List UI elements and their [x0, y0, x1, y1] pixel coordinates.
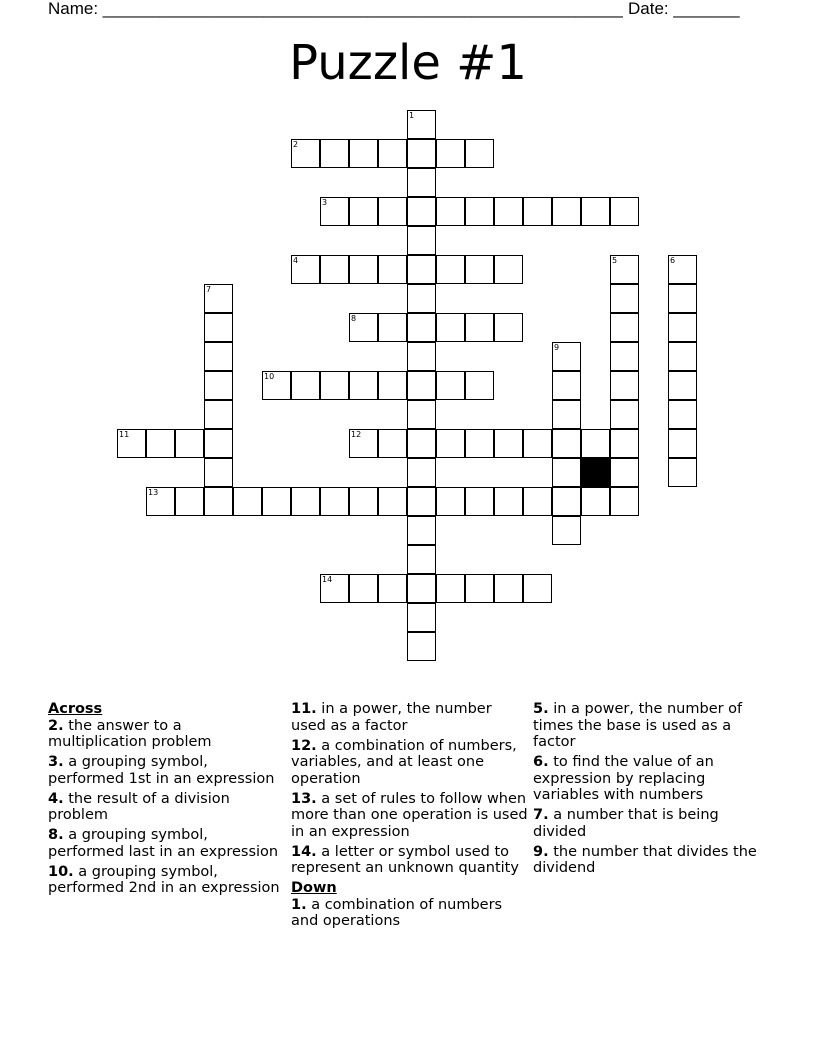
grid-cell[interactable]	[523, 197, 552, 226]
grid-cell[interactable]	[204, 371, 233, 400]
grid-cell[interactable]	[436, 139, 465, 168]
clue-text: a number that is being divided	[533, 807, 719, 840]
grid-cell[interactable]	[668, 255, 697, 284]
clue-down-5	[533, 701, 769, 751]
grid-cell[interactable]	[378, 371, 407, 400]
grid-cell[interactable]	[291, 139, 320, 168]
grid-cell[interactable]	[320, 487, 349, 516]
grid-cell[interactable]	[465, 313, 494, 342]
clue-number: 8.	[48, 827, 64, 843]
clue-number: 2.	[48, 717, 64, 734]
grid-cell[interactable]	[610, 400, 639, 429]
grid-cell[interactable]	[204, 429, 233, 458]
grid-cell[interactable]	[436, 255, 465, 284]
cell-number: 10	[264, 372, 275, 381]
grid-cell[interactable]	[204, 284, 233, 313]
grid-cell[interactable]	[552, 458, 581, 487]
grid-cell[interactable]	[552, 400, 581, 429]
grid-cell[interactable]	[523, 429, 552, 458]
grid-cell[interactable]	[494, 574, 523, 603]
grid-cell[interactable]	[204, 400, 233, 429]
clue-number: 3.	[48, 754, 64, 770]
grid-cell[interactable]	[668, 458, 697, 487]
clue-number: 6.	[533, 754, 549, 770]
grid-cell[interactable]	[465, 139, 494, 168]
grid-cell[interactable]	[349, 429, 378, 458]
grid-cell[interactable]	[436, 313, 465, 342]
grid-cell[interactable]	[262, 371, 291, 400]
grid-cell[interactable]	[320, 574, 349, 603]
grid-cell[interactable]	[349, 371, 378, 400]
clue-number: 14.	[291, 843, 317, 860]
across-heading: Across	[48, 701, 103, 717]
grid-cell[interactable]	[610, 429, 639, 458]
clue-across-4	[48, 791, 284, 824]
grid-cell[interactable]	[407, 545, 436, 574]
grid-cell[interactable]	[610, 284, 639, 313]
grid-cell[interactable]	[668, 313, 697, 342]
grid-cell[interactable]	[436, 371, 465, 400]
clue-text: a set of rules to follow when more than one operation is used in an expression	[291, 790, 528, 840]
clue-down-9	[533, 844, 769, 877]
clue-across-8	[48, 827, 284, 860]
clues-column-2	[291, 701, 529, 933]
clue-number: 13.	[291, 790, 317, 807]
grid-cell[interactable]	[407, 342, 436, 371]
cell-number: 8	[351, 314, 357, 323]
grid-cell[interactable]	[494, 429, 523, 458]
grid-cell[interactable]	[407, 516, 436, 545]
grid-cell[interactable]	[436, 429, 465, 458]
clue-across-14	[291, 844, 529, 877]
grid-cell[interactable]	[407, 371, 436, 400]
date-field[interactable]: Date: _______	[628, 0, 740, 18]
clues-column-1	[48, 701, 284, 900]
grid-cell[interactable]	[465, 574, 494, 603]
grid-cell[interactable]	[494, 197, 523, 226]
grid-cell[interactable]	[610, 342, 639, 371]
grid-cell[interactable]	[610, 313, 639, 342]
grid-cell[interactable]	[349, 197, 378, 226]
grid-block	[581, 458, 610, 487]
cell-number: 2	[293, 140, 299, 149]
grid-cell[interactable]	[146, 429, 175, 458]
grid-cell[interactable]	[494, 313, 523, 342]
grid-cell[interactable]	[465, 255, 494, 284]
grid-cell[interactable]	[436, 487, 465, 516]
grid-cell[interactable]	[407, 284, 436, 313]
cell-number: 12	[351, 430, 362, 439]
clue-number: 4.	[48, 790, 64, 807]
cell-number: 5	[612, 256, 618, 265]
grid-cell[interactable]	[436, 574, 465, 603]
clue-across-3	[48, 754, 284, 787]
grid-cell[interactable]	[262, 487, 291, 516]
grid-cell[interactable]	[175, 487, 204, 516]
grid-cell[interactable]	[407, 603, 436, 632]
grid-cell[interactable]	[407, 226, 436, 255]
clue-text: a grouping symbol, performed last in an expression	[48, 827, 279, 860]
grid-cell[interactable]	[407, 574, 436, 603]
grid-cell[interactable]	[291, 371, 320, 400]
cell-number: 7	[206, 285, 212, 294]
clue-text: the result of a division problem	[48, 790, 230, 823]
clue-text: a letter or symbol used to represent an unknown quantity	[291, 843, 519, 876]
clue-text: a combination of numbers and operations	[291, 896, 503, 929]
clues-column-3	[533, 701, 769, 880]
grid-cell[interactable]	[378, 313, 407, 342]
clue-number: 10.	[48, 863, 74, 880]
grid-cell[interactable]	[552, 342, 581, 371]
puzzle-title: Puzzle #1	[289, 35, 527, 91]
grid-cell[interactable]	[204, 313, 233, 342]
cell-number: 4	[293, 256, 299, 265]
grid-cell[interactable]	[552, 487, 581, 516]
clue-number: 7.	[533, 807, 549, 823]
down-heading: Down	[291, 880, 337, 896]
clue-number: 1.	[291, 896, 307, 913]
grid-cell[interactable]	[407, 400, 436, 429]
grid-cell[interactable]	[523, 574, 552, 603]
clue-down-6	[533, 754, 769, 804]
grid-cell[interactable]	[349, 487, 378, 516]
grid-cell[interactable]	[349, 574, 378, 603]
clue-text: a grouping symbol, performed 2nd in an expression	[48, 863, 280, 896]
cell-number: 6	[670, 256, 676, 265]
cell-number: 14	[322, 575, 333, 584]
grid-cell[interactable]	[320, 371, 349, 400]
grid-cell[interactable]	[233, 487, 262, 516]
grid-cell[interactable]	[465, 371, 494, 400]
clue-text: a combination of numbers, variables, and at least one operation	[291, 737, 517, 787]
grid-cell[interactable]	[407, 458, 436, 487]
grid-cell[interactable]	[465, 487, 494, 516]
grid-cell[interactable]	[494, 487, 523, 516]
grid-cell[interactable]	[581, 429, 610, 458]
grid-cell[interactable]	[378, 139, 407, 168]
grid-cell[interactable]	[436, 197, 465, 226]
grid-cell[interactable]	[581, 197, 610, 226]
clue-text: the answer to a multiplication problem	[48, 717, 212, 750]
grid-cell[interactable]	[610, 197, 639, 226]
clue-across-13	[291, 791, 529, 841]
grid-cell[interactable]	[523, 487, 552, 516]
clue-number: 12.	[291, 737, 317, 754]
grid-cell[interactable]	[378, 255, 407, 284]
grid-cell[interactable]	[320, 255, 349, 284]
grid-cell[interactable]	[204, 342, 233, 371]
grid-cell[interactable]	[349, 139, 378, 168]
grid-cell[interactable]	[668, 400, 697, 429]
clue-down-1	[291, 897, 529, 930]
grid-cell[interactable]	[407, 255, 436, 284]
grid-cell[interactable]	[407, 168, 436, 197]
grid-cell[interactable]	[552, 197, 581, 226]
grid-cell[interactable]	[610, 458, 639, 487]
grid-cell[interactable]	[668, 371, 697, 400]
cell-number: 11	[119, 430, 130, 439]
grid-cell[interactable]	[581, 487, 610, 516]
grid-cell[interactable]	[291, 255, 320, 284]
clue-across-12	[291, 738, 529, 788]
clue-across-10	[48, 864, 284, 897]
grid-cell[interactable]	[204, 487, 233, 516]
grid-cell[interactable]	[465, 197, 494, 226]
clue-number: 5.	[533, 701, 549, 717]
grid-cell[interactable]	[610, 255, 639, 284]
clue-down-7	[533, 807, 769, 840]
grid-cell[interactable]	[668, 429, 697, 458]
grid-cell[interactable]	[407, 139, 436, 168]
cell-number: 9	[554, 343, 560, 352]
grid-cell[interactable]	[407, 487, 436, 516]
grid-cell[interactable]	[407, 632, 436, 661]
grid-cell[interactable]	[378, 197, 407, 226]
grid-cell[interactable]	[378, 487, 407, 516]
grid-cell[interactable]	[378, 574, 407, 603]
clue-number: 11.	[291, 701, 317, 717]
grid-cell[interactable]	[407, 313, 436, 342]
grid-cell[interactable]	[349, 255, 378, 284]
grid-cell[interactable]	[668, 342, 697, 371]
clue-across-11	[291, 701, 529, 734]
grid-cell[interactable]	[407, 197, 436, 226]
grid-cell[interactable]	[175, 429, 204, 458]
clue-text: to find the value of an expression by replacing variables with numbers	[533, 754, 714, 803]
grid-cell[interactable]	[552, 516, 581, 545]
grid-cell[interactable]	[349, 313, 378, 342]
grid-cell[interactable]	[320, 197, 349, 226]
grid-cell[interactable]	[320, 139, 349, 168]
grid-cell[interactable]	[610, 487, 639, 516]
clue-text: a grouping symbol, performed 1st in an expression	[48, 754, 275, 787]
grid-cell[interactable]	[610, 371, 639, 400]
cell-number: 1	[409, 111, 415, 120]
grid-cell[interactable]	[291, 487, 320, 516]
clue-number: 9.	[533, 843, 549, 860]
clue-text: the number that divides the dividend	[533, 843, 757, 876]
clue-text: in a power, the number used as a factor	[291, 701, 492, 734]
grid-cell[interactable]	[117, 429, 146, 458]
grid-cell[interactable]	[552, 429, 581, 458]
cell-number: 13	[148, 488, 159, 497]
grid-cell[interactable]	[146, 487, 175, 516]
clue-across-2	[48, 718, 284, 751]
clue-text: in a power, the number of times the base is used as a factor	[533, 701, 743, 750]
grid-cell[interactable]	[465, 429, 494, 458]
grid-cell[interactable]	[494, 255, 523, 284]
grid-cell[interactable]	[668, 284, 697, 313]
cell-number: 3	[322, 198, 328, 207]
grid-cell[interactable]	[378, 429, 407, 458]
grid-cell[interactable]	[407, 429, 436, 458]
grid-cell[interactable]	[407, 110, 436, 139]
grid-cell[interactable]	[204, 458, 233, 487]
grid-cell[interactable]	[552, 371, 581, 400]
name-field[interactable]: Name: _______________________________________________________	[48, 0, 623, 18]
